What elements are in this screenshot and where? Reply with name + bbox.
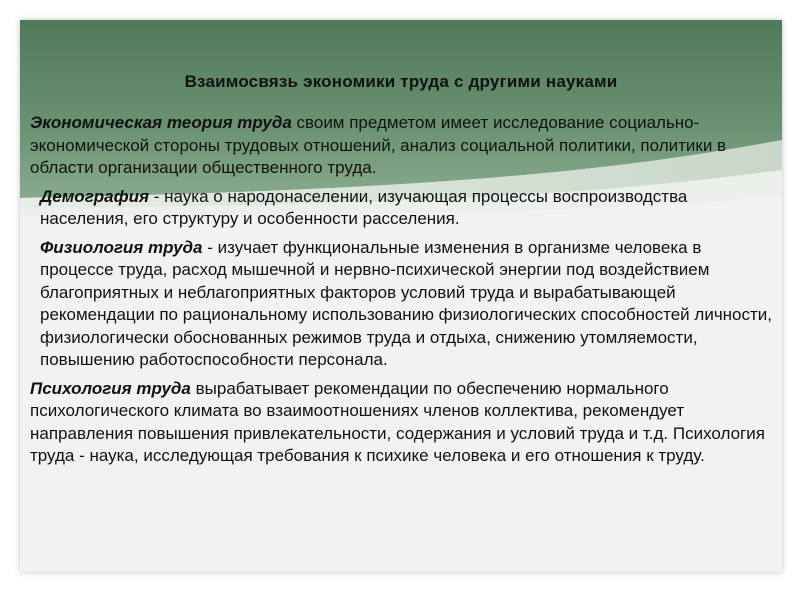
term-demography: Демография [40, 186, 150, 206]
paragraph-psychology [30, 378, 774, 468]
paragraph-economic-theory [30, 112, 774, 180]
text-psychology: вырабатывает рекомендации по обеспечению нормального психологического климата во взаимоотношениях членов коллектива, рекомендует направления повышения привлекательности, содержания и условий труда и т.д. Психология труда - наука, исследующая требования к психике человека и его отношения к труду. [30, 378, 765, 465]
text-physiology: - изучает функциональные изменения в организме человека в процессе труда, расход мышечной и нервно-психической энергии под воздействием благоприятных и неблагоприятных факторов условий труда и вырабатывающей рекомендации по рациональному использованию физиологических способностей личности, физиологически обоснованных режимов труда и отдыха, снижению утомляемости, повышению работоспособности персонала. [40, 237, 773, 369]
term-physiology: Физиология труда [40, 237, 203, 257]
term-psychology: Психология труда [30, 378, 191, 398]
text-demography: - наука о народонаселении, изучающая процессы воспроизводства населения, его структуру и особенности расселения. [40, 186, 688, 228]
slide-title: Взаимосвязь экономики труда с другими науками [184, 72, 618, 91]
paragraph-physiology [30, 237, 774, 372]
term-economic-theory: Экономическая теория труда [30, 113, 292, 132]
slide-body [30, 112, 774, 474]
paragraph-demography [30, 186, 774, 231]
slide-card [20, 20, 782, 572]
text-economic-theory: своим предметом имеет исследование социально-экономической стороны трудовых отношений, анализ социальной политики, политики в области организации общественного труда. [30, 113, 727, 177]
